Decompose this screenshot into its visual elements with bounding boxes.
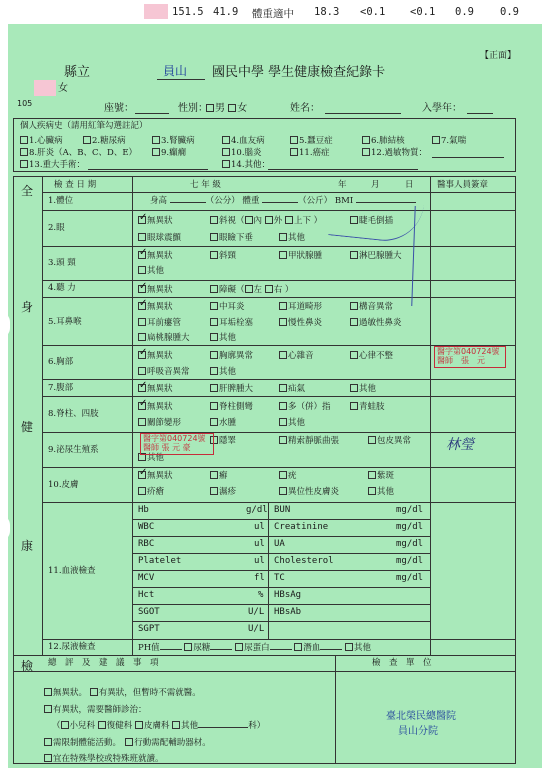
blood-test-unit: mg/dl [396,573,424,583]
sex-label: 性別： [178,103,208,114]
ent-opt: 慢性鼻炎 [279,318,322,328]
ent-opt: 耳前瘻管 [138,318,181,328]
redacted-block [34,80,56,96]
chest-opt: 呼吸音異常 [138,367,190,377]
row-label: 3.頭 頸 [48,258,76,268]
col-header: 年 [338,180,347,190]
spine-opt: 關節變形 [138,418,181,428]
eye-opt: 睫毛倒插 [350,216,393,226]
side-label: 康 [21,539,34,553]
title-prefix: 縣立 [64,65,91,80]
skin-opt: 濕疹 [210,487,236,497]
abd-opt: 疝氣 [279,384,305,394]
head-opt: 甲狀腺腫 [279,251,322,261]
blood-test-label: WBC [138,522,155,532]
row-label: 4.聽 力 [48,283,76,293]
hear-opt: ✓無異狀 [138,285,173,295]
spine-opt: 多（併）指 [279,402,331,412]
year-line [467,113,493,114]
history-item: 6.肺結核 [362,136,405,146]
result-value: <0.1 [410,6,436,18]
ent-opt: 其他 [210,333,236,343]
female-checkbox[interactable] [228,104,236,112]
year-label: 入學年： [422,103,462,114]
height-value: 151.5 [172,6,204,18]
sex-options: 男 女 [206,104,247,114]
row-label: 8.脊柱、四肢 [48,409,99,419]
blood-test-unit: g/dl [246,505,268,515]
spine-opt: 青蛙肢 [350,402,385,412]
blood-test-label: RBC [138,539,155,549]
ent-opt: ✓無異狀 [138,302,173,312]
skin-opt: 疣 [279,471,297,481]
blood-test-label: HBsAb [274,607,302,617]
page-title: 國民中學 學生健康檢查紀錄卡 [212,65,386,80]
spine-opt: 其他 [279,418,305,428]
head-opt: ✓無異狀 [138,251,173,261]
ent-opt: 中耳炎 [210,302,245,312]
row-label: 1.體位 [48,196,74,206]
ent-opt: 構音異常 [350,302,393,312]
chest-opt: 心雜音 [279,351,314,361]
head-opt: 斜頸 [210,251,236,261]
height-label: 身高 （公分） 體重 （公斤） BMI [150,197,416,206]
result-value: 0.9 [455,6,474,18]
ent-opt: 耳道畸形 [279,302,322,312]
urine-ph: PH值 尿糖 尿蛋白 潛血 其他 [138,643,372,653]
skin-opt: 疥瘡 [138,487,164,497]
eye-opt: 眼球震顫 [138,233,181,243]
history-item: 5.蠶豆症 [290,136,333,146]
eye-opt: 斜視（ 內 外 上下 ） [210,216,322,226]
row-label: 6.胸部 [48,357,74,367]
blood-test-unit: ul [254,539,265,549]
blood-test-label: HBsAg [274,590,302,600]
spine-opt: 水腫 [210,418,236,428]
hospital-stamp: 員山分院 [398,726,438,737]
record-code: 105 [17,99,33,108]
result-value: <0.1 [360,6,386,18]
head-opt: 淋巴腺腫大 [350,251,402,261]
blood-test-unit: % [258,590,264,600]
chest-opt: 心律不整 [350,351,393,361]
side-label: 全 [21,184,34,198]
blood-test-label: Platelet [138,556,182,566]
bmi-value: 18.3 [314,6,340,18]
blood-test-unit: mg/dl [396,505,424,515]
history-item: 7.氣喘 [432,136,466,146]
blood-test-label: MCV [138,573,155,583]
uro-opt: 隱睪 [210,436,236,446]
skin-opt: 異位性皮膚炎 [279,487,339,497]
blood-test-label: TC [274,573,285,583]
blood-test-label: Cholesterol [274,556,334,566]
hear-opt: 障礙（ 左 右 ） [210,285,293,295]
blood-test-label: SGOT [138,607,160,617]
blood-test-unit: U/L [248,607,265,617]
col-header: 七 年 級 [190,180,221,190]
blood-test-unit: ul [254,556,265,566]
history-item: 10.腦炎 [222,148,262,158]
blood-test-label: UA [274,539,285,549]
gender-fill: 女 [58,83,68,94]
summary-line: （ 小兒科 復健科 皮膚科 其他 科） [52,721,266,731]
skin-opt: ✓無異狀 [138,471,173,481]
weight-status: 體重適中 [252,8,294,20]
eye-opt: ✓無異狀 [138,216,173,226]
history-item: 3.腎臟病 [152,136,195,146]
chest-opt: 其他 [210,367,236,377]
seat-label: 座號： [104,103,134,114]
name-line [325,113,401,114]
side-label: 身 [21,300,34,314]
blood-test-unit: fl [254,573,265,583]
uro-opt: 精索靜脈曲張 [279,436,339,446]
history-item: 14.其他： [222,160,270,170]
abd-opt: 其他 [350,384,376,394]
summary-header: 總 評 及 建 議 事 項 [48,658,159,668]
unit-header: 檢 查 單 位 [372,658,432,668]
row-label: 12.尿液檢查 [48,642,96,652]
eye-opt: 其他 [279,233,305,243]
history-item: 4.血友病 [222,136,265,146]
blood-test-unit: mg/dl [396,539,424,549]
side-label: 健 [21,420,34,434]
front-tag: 【正面】 [480,51,517,61]
row-label: 11.血液檢查 [48,566,96,576]
ent-opt: 耳垢栓塞 [210,318,253,328]
blood-test-label: SGPT [138,624,160,634]
spine-opt: ✓無異狀 [138,402,173,412]
history-item: 13.重大手術： [20,160,85,170]
male-checkbox[interactable] [206,104,214,112]
weight-value: 41.9 [213,6,239,18]
col-header: 檢 查 日 期 [54,180,97,190]
blood-test-unit: ul [254,522,265,532]
school-name: 員山 [163,64,188,78]
summary-line: 無異狀。 有異狀，但暫時不需就醫。 [44,688,201,698]
head-opt: 其他 [138,266,164,276]
signature: 林瑩 [446,437,474,453]
row-label: 9.泌尿生殖系 [48,445,99,455]
row-label: 7.腹部 [48,383,74,393]
abd-opt: 肝脾腫大 [210,384,253,394]
history-item: 11.癌症 [290,148,330,158]
uro-opt: 包皮異常 [368,436,411,446]
history-item: 2.糖尿病 [83,136,126,146]
seat-line [135,113,169,114]
history-title: 個人疾病史（請用紅筆勾選註記） [20,121,148,131]
uro-opt: 其他 [138,453,164,463]
exam-table [13,176,516,764]
doctor-stamp: 醫字第040724號 醫師 張 元 [434,346,506,368]
abd-opt: ✓無異狀 [138,384,173,394]
doctor-stamp: 醫字第040724號 醫師 張 元 豪 [140,433,214,455]
chest-opt: 胸廓異常 [210,351,253,361]
col-header: 日 [405,180,414,190]
history-item: 8.肝炎（A、B、C、D、E） [20,148,137,158]
blood-test-label: Hb [138,505,149,515]
spine-opt: 脊柱側彎 [210,402,253,412]
skin-opt: 紫斑 [368,471,394,481]
row-label: 5.耳鼻喉 [48,317,82,327]
summary-line: 宜在特殊學校或特殊班就讀。 [44,754,164,764]
blood-test-unit: U/L [248,624,265,634]
blood-test-unit: mg/dl [396,556,424,566]
history-item: 12.過敏物質： [362,148,427,158]
summary-line: 有異狀，需要醫師診治： [44,705,147,715]
skin-opt: 其他 [368,487,394,497]
school-underline [157,79,205,80]
chest-opt: ✓無異狀 [138,351,173,361]
row-label: 2.眼 [48,223,65,233]
ent-opt: 扁桃腺腫大 [138,333,190,343]
side-label: 檢 [21,659,34,673]
history-item: 1.心臟病 [20,136,63,146]
result-value: 0.9 [500,6,519,18]
eye-opt: 眼瞼下垂 [210,233,253,243]
blood-test-label: Creatinine [274,522,329,532]
history-item: 9.癲癇 [152,148,186,158]
blood-test-label: BUN [274,505,291,515]
col-header: 醫事人員簽章 [437,180,489,190]
ent-opt: 過敏性鼻炎 [350,318,402,328]
row-label: 10.皮膚 [48,480,79,490]
blood-test-unit: mg/dl [396,522,424,532]
skin-opt: 癬 [210,471,228,481]
summary-line: 需限制體能活動。 行動需配輔助器材。 [44,738,211,748]
name-label: 姓名： [290,103,320,114]
blood-test-label: Hct [138,590,155,600]
hospital-stamp: 臺北榮民總醫院 [386,711,456,722]
col-header: 月 [371,180,380,190]
redacted-block [144,4,168,19]
